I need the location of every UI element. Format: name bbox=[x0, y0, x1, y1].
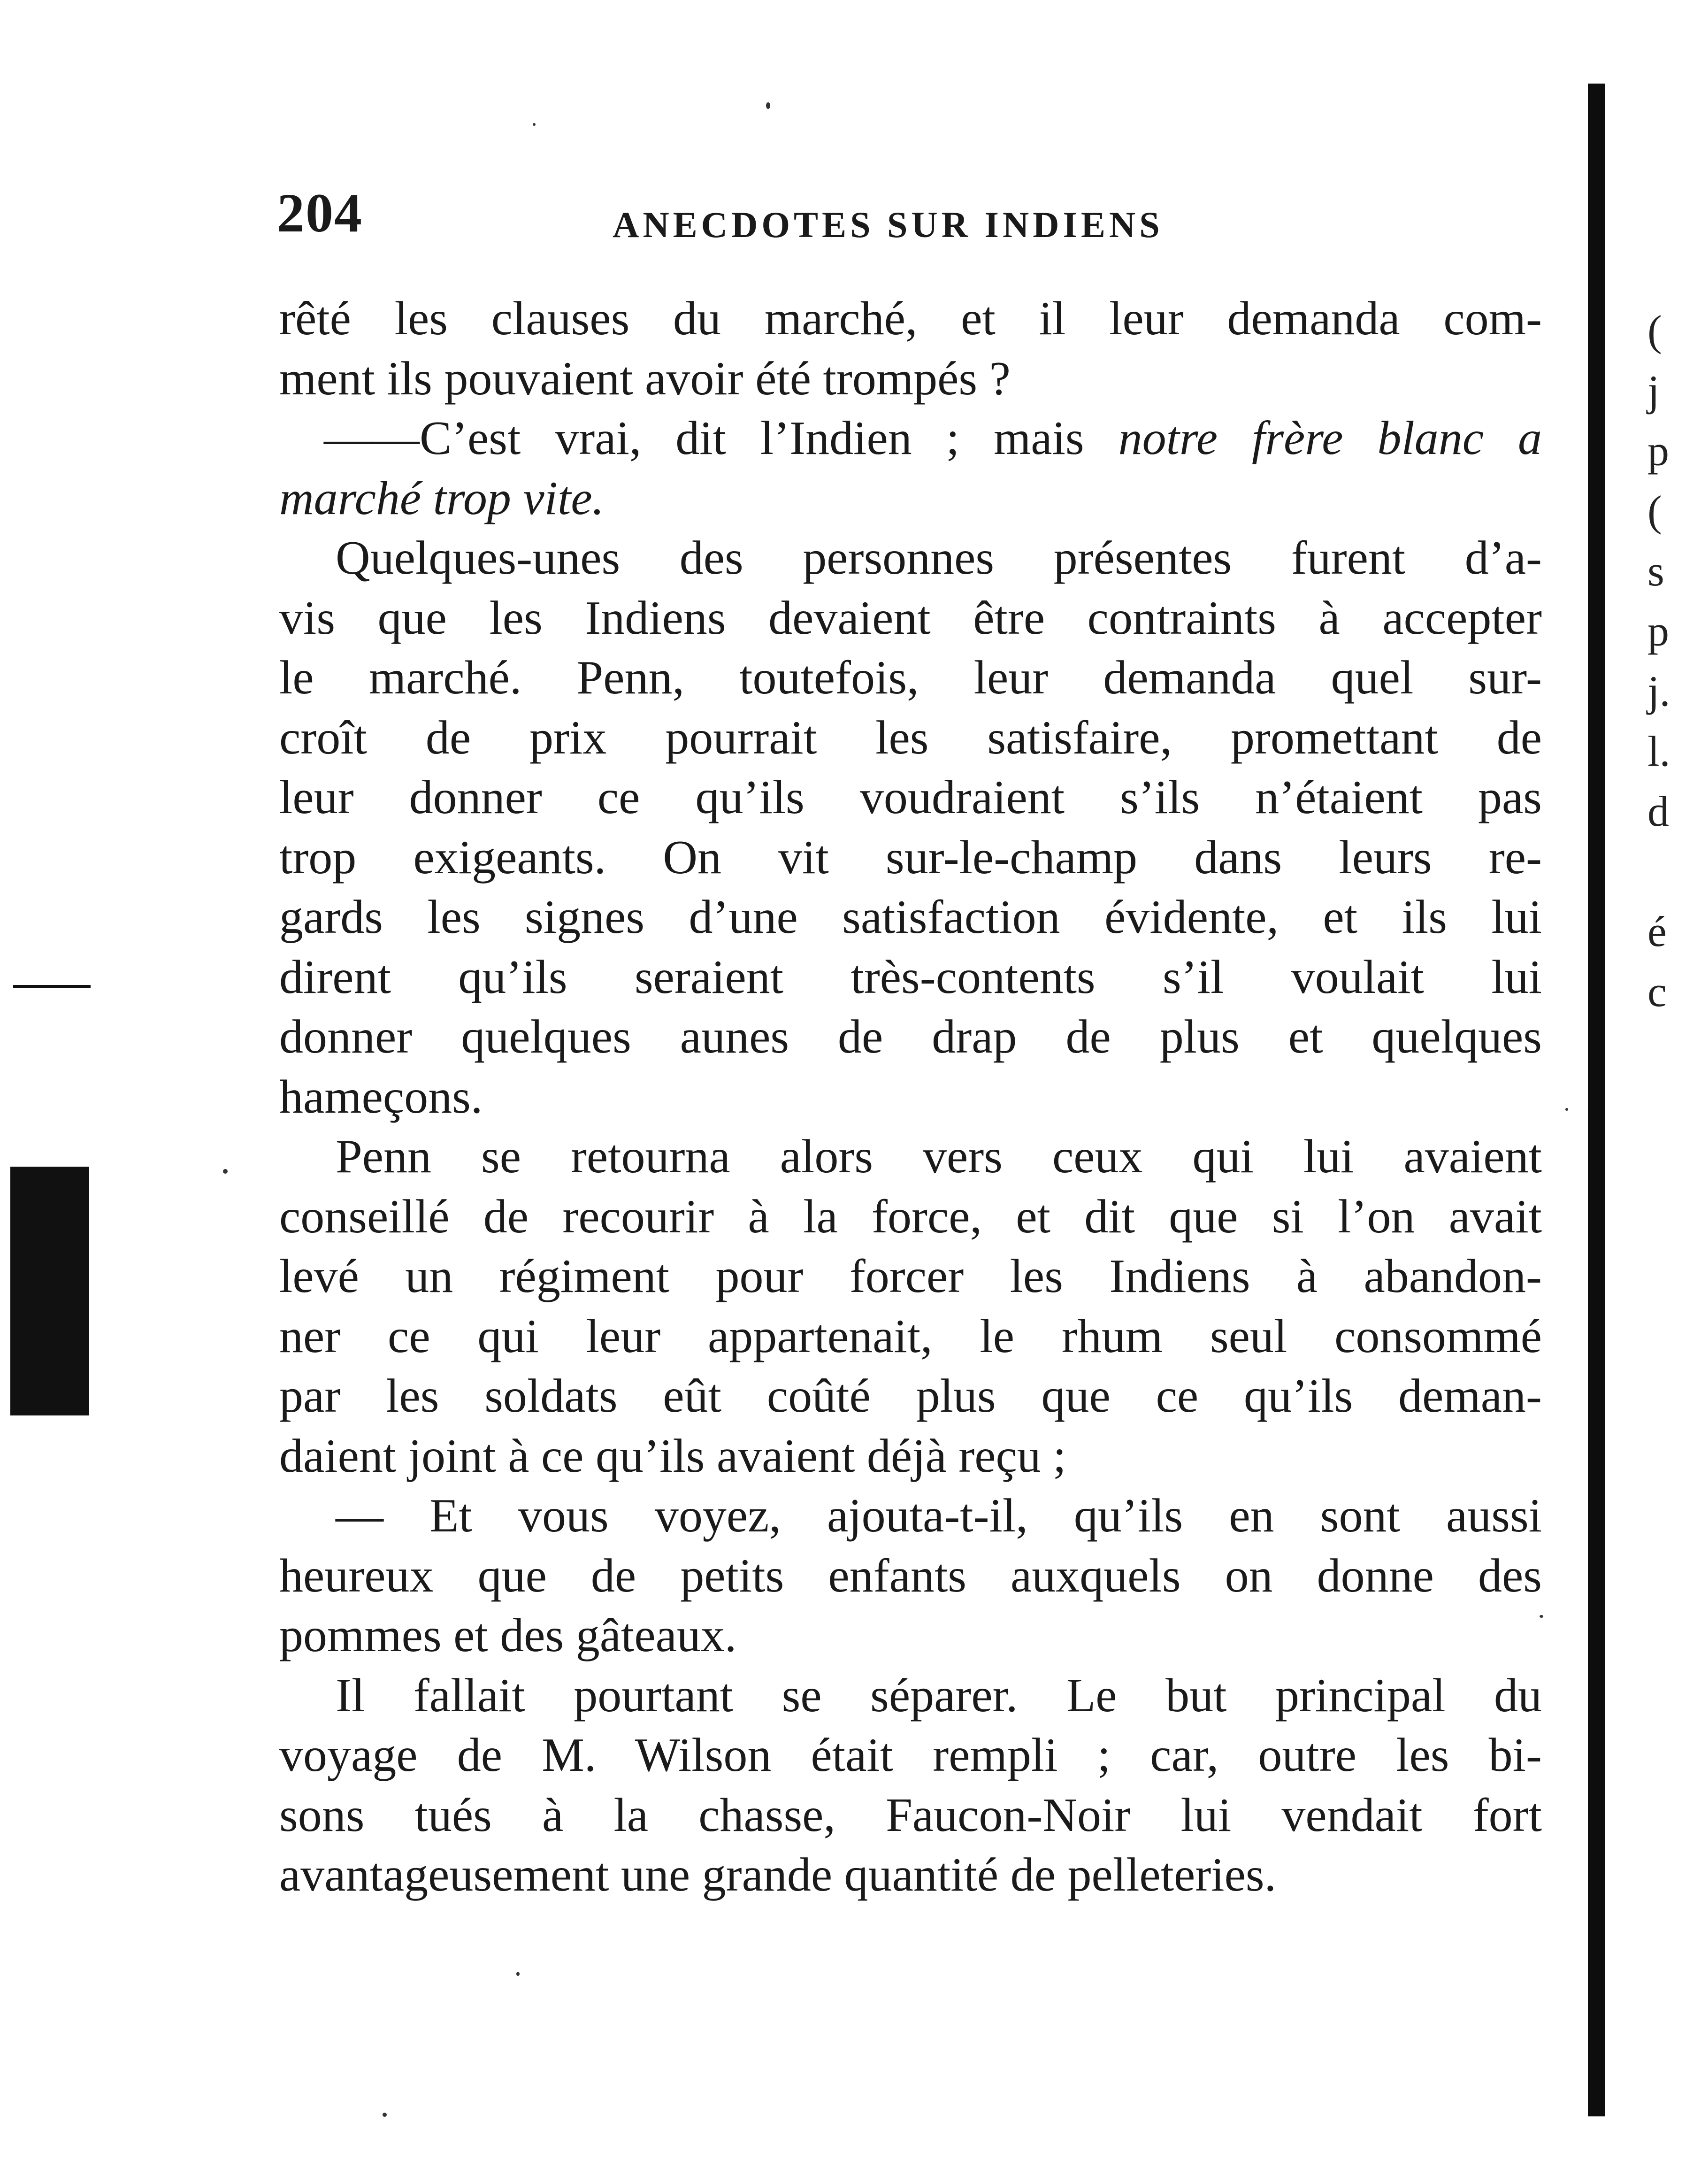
text-line bbox=[279, 1845, 1542, 1905]
text-line-content: croît de prix pourrait les satisfaire, promettant de bbox=[279, 711, 1542, 764]
text-line-content: — Et vous voyez, ajouta-t-il, qu’ils en sont aussi bbox=[336, 1489, 1542, 1542]
text-line bbox=[279, 1426, 1542, 1486]
text-line bbox=[279, 289, 1542, 349]
bleed-letter: s bbox=[1647, 547, 1664, 595]
text-line bbox=[279, 1666, 1542, 1726]
text-line bbox=[279, 1725, 1542, 1785]
text-line-content: sons tués à la chasse, Faucon-Noir lui vendait fort bbox=[279, 1788, 1542, 1842]
text-line-content: Il fallait pourtant se séparer. Le but principal du bbox=[336, 1669, 1542, 1722]
scan-edge-block bbox=[10, 1167, 89, 1415]
text-line bbox=[279, 1246, 1542, 1307]
bleed-letter: d bbox=[1647, 787, 1669, 835]
text-line-content: heureux que de petits enfants auxquels on donne des bbox=[279, 1549, 1542, 1602]
text-line bbox=[279, 1007, 1542, 1067]
text-line-content: ——C’est vrai, dit l’Indien ; mais bbox=[324, 412, 1119, 465]
text-line bbox=[279, 1366, 1542, 1426]
text-line-content: Penn se retourna alors vers ceux qui lui avaient bbox=[336, 1130, 1542, 1183]
text-line bbox=[279, 828, 1542, 888]
running-title: ANECDOTES SUR INDIENS bbox=[613, 204, 1164, 245]
text-line bbox=[279, 408, 1542, 469]
text-line bbox=[279, 528, 1542, 588]
text-line-content: le marché. Penn, toutefois, leur demanda quel sur- bbox=[279, 651, 1542, 704]
ink-speck bbox=[516, 1972, 520, 1976]
text-line bbox=[279, 588, 1542, 648]
text-line bbox=[279, 469, 1542, 529]
ink-speck bbox=[533, 123, 536, 126]
text-line bbox=[279, 708, 1542, 768]
text-line-content: par les soldats eût coûté plus que ce qu’ils deman- bbox=[279, 1369, 1542, 1423]
bleed-letter: l. bbox=[1647, 727, 1670, 775]
text-line-content: dirent qu’ils seraient très-contents s’il voulait lui bbox=[279, 950, 1542, 1004]
text-line bbox=[279, 1546, 1542, 1606]
text-line-content: donner quelques aunes de drap de plus et quelques bbox=[279, 1010, 1542, 1063]
text-line-content: levé un régiment pour forcer les Indiens à abandon- bbox=[279, 1250, 1542, 1303]
body-text bbox=[279, 289, 1542, 1905]
ink-speck bbox=[766, 102, 770, 109]
scan-edge-rule bbox=[13, 985, 91, 988]
italic-phrase: marché trop vite. bbox=[279, 471, 605, 525]
text-line-content: gards les signes d’une satisfaction évidente, et ils lui bbox=[279, 891, 1542, 944]
next-page-bleed bbox=[1647, 300, 1699, 1022]
bleed-letter: p bbox=[1647, 607, 1669, 655]
text-line bbox=[279, 1307, 1542, 1367]
text-line bbox=[279, 768, 1542, 828]
text-line bbox=[279, 648, 1542, 708]
page-number: 204 bbox=[277, 182, 363, 244]
ink-speck bbox=[223, 1169, 228, 1174]
text-line bbox=[279, 349, 1542, 409]
text-line-content: leur donner ce qu’ils voudraient s’ils n’étaient pas bbox=[279, 771, 1542, 824]
ink-speck bbox=[383, 2113, 387, 2117]
bleed-letter: ( bbox=[1647, 307, 1662, 354]
text-line-content: vis que les Indiens devaient être contraints à accepter bbox=[279, 591, 1542, 645]
text-line-content: conseillé de recourir à la force, et dit que si l’on avait bbox=[279, 1190, 1542, 1243]
text-line-content: ner ce qui leur appartenait, le rhum seul consommé bbox=[279, 1309, 1542, 1363]
ink-speck bbox=[1565, 1108, 1568, 1111]
page-fold-shadow bbox=[1588, 84, 1605, 2116]
text-line bbox=[279, 887, 1542, 947]
text-line bbox=[279, 1486, 1542, 1546]
italic-phrase: notre frère blanc a bbox=[1118, 412, 1542, 465]
text-line bbox=[279, 947, 1542, 1007]
text-line-content: ment ils pouvaient avoir été trompés ? bbox=[279, 352, 1011, 405]
bleed-letter: c bbox=[1647, 968, 1667, 1015]
text-line-content: Quelques-unes des personnes présentes furent d’a- bbox=[336, 531, 1542, 584]
text-line-content: rêté les clauses du marché, et il leur demanda com- bbox=[279, 292, 1542, 345]
text-line bbox=[279, 1187, 1542, 1247]
text-line-content: avantageusement une grande quantité de pelleteries. bbox=[279, 1848, 1277, 1901]
text-line bbox=[279, 1785, 1542, 1846]
ink-speck bbox=[1540, 1615, 1543, 1618]
text-line bbox=[279, 1067, 1542, 1127]
text-line-content: trop exigeants. On vit sur-le-champ dans leurs re- bbox=[279, 831, 1542, 884]
text-line-content: voyage de M. Wilson était rempli ; car, outre les bi- bbox=[279, 1729, 1542, 1782]
bleed-letter: p bbox=[1647, 427, 1669, 475]
text-line-content: hameçons. bbox=[279, 1070, 483, 1123]
text-line-content: daient joint à ce qu’ils avaient déjà reçu ; bbox=[279, 1429, 1066, 1483]
text-line bbox=[279, 1127, 1542, 1187]
bleed-letter: j. bbox=[1647, 667, 1670, 715]
bleed-letter: ( bbox=[1647, 487, 1662, 535]
bleed-letter: é bbox=[1647, 907, 1667, 955]
bleed-letter: j bbox=[1647, 367, 1660, 415]
text-line bbox=[279, 1606, 1542, 1666]
bleed-letter bbox=[1647, 841, 1699, 901]
text-line-content: pommes et des gâteaux. bbox=[279, 1609, 737, 1662]
